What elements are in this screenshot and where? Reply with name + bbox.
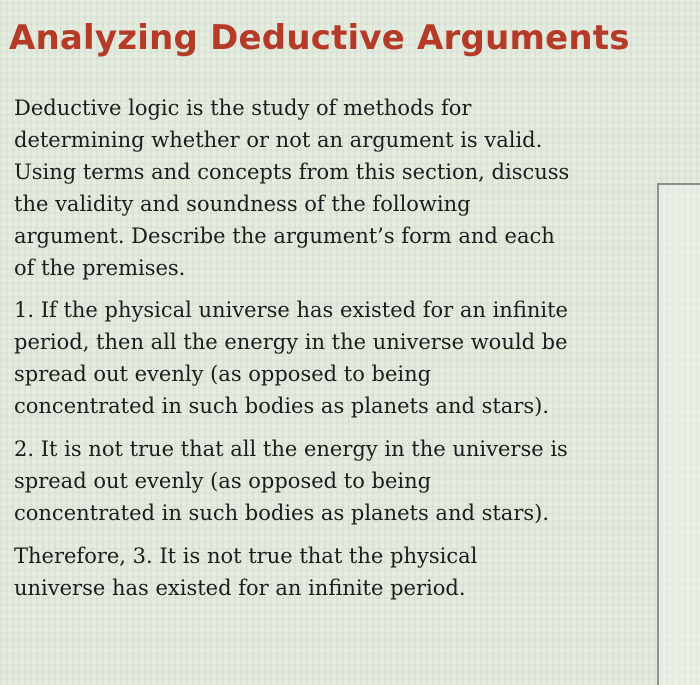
conclusion: Therefore, 3. It is not true that the physical universe has existed for an infinite period. — [14, 544, 478, 600]
premise-2: 2. It is not true that all the energy in the universe is spread out evenly (as opposed to being concentrated in such bodies as planets and stars). — [14, 437, 568, 525]
answer-text-area[interactable] — [657, 183, 700, 685]
page-title: Analyzing Deductive Arguments — [9, 18, 630, 58]
question-body — [14, 92, 574, 604]
intro-paragraph: Deductive logic is the study of methods for determining whether or not an argument is valid. Using terms and concepts from this section, discuss the validity and soundness of the following argument. Describe the argument’s form and each of the premises. — [14, 96, 570, 280]
premise-1: 1. If the physical universe has existed for an infinite period, then all the energy in the universe would be spread out evenly (as opposed to being concentrated in such bodies as planets and stars). — [14, 298, 568, 418]
